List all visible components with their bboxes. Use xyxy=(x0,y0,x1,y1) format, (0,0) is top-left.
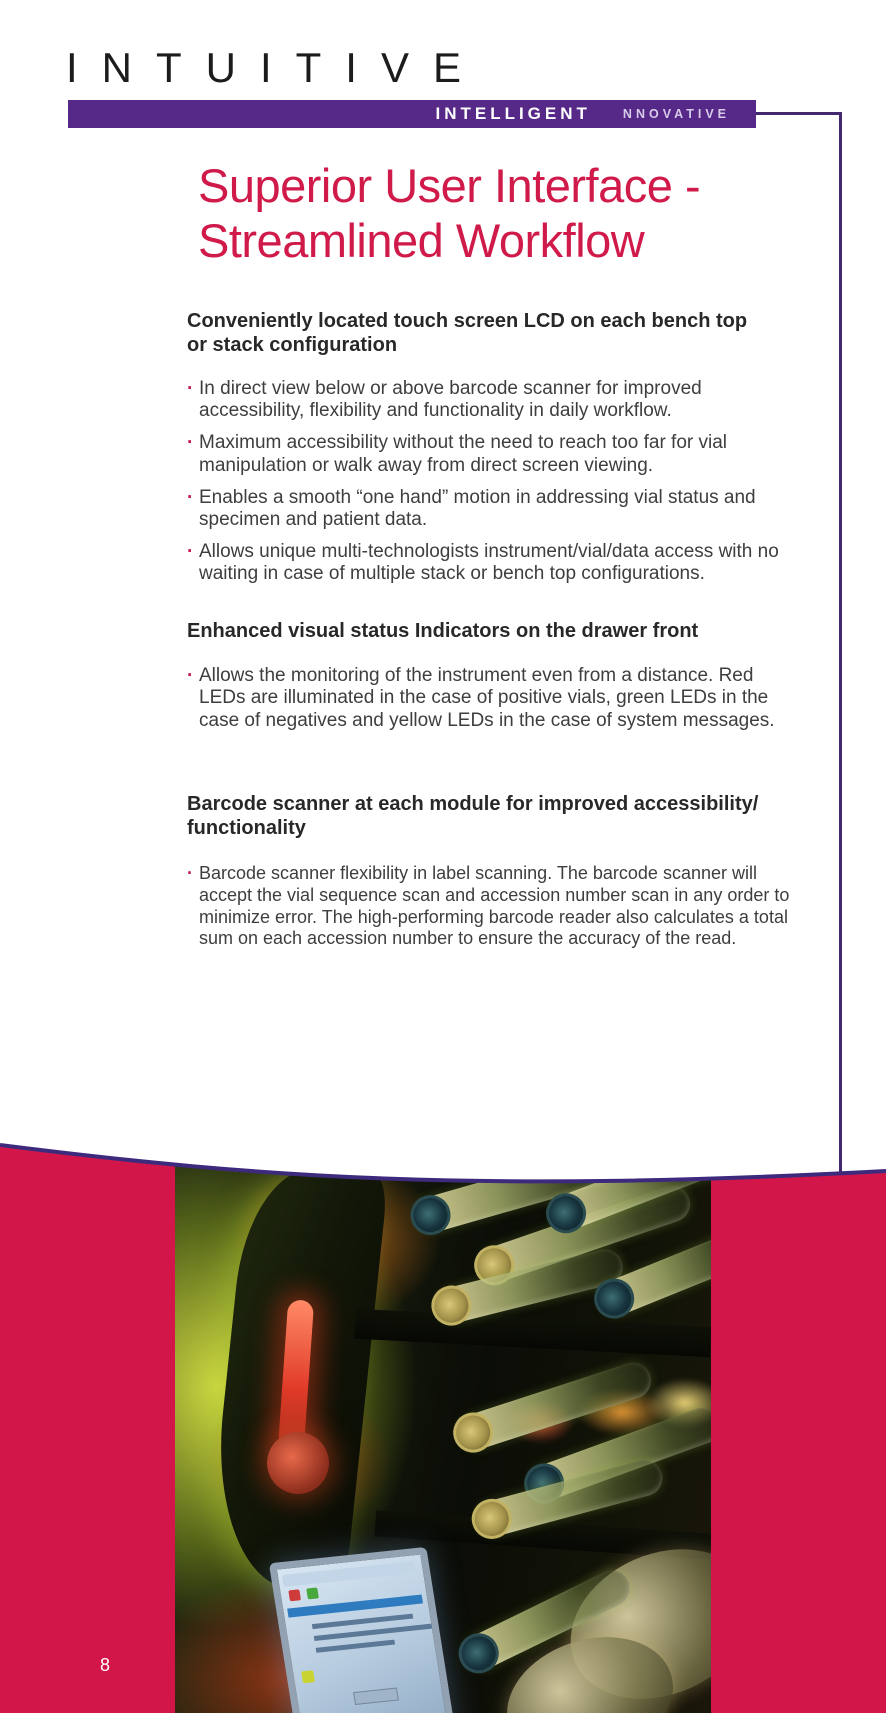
bullet-dot: · xyxy=(187,540,194,562)
connector-line-vertical xyxy=(839,112,842,1172)
bullet-dot: · xyxy=(187,665,194,686)
bullet-dot: · xyxy=(187,486,194,508)
bullet-list-barcode-scanner xyxy=(187,863,799,960)
banner-bar xyxy=(68,100,756,128)
bullet-text: Barcode scanner flexibility in label scanning. The barcode scanner will accept the vial sequence scan and accession number scan in any order to minimize error. The high-performing barcode reader also calculates a total sum on each accession number to ensure the accuracy of the read. xyxy=(199,863,790,949)
photo-screen-button xyxy=(353,1688,399,1705)
photo-screen-red-icon xyxy=(288,1589,301,1601)
list-item xyxy=(187,665,787,732)
banner-word-intelligent: INTELLIGENT xyxy=(435,104,591,123)
photo-touch-screen xyxy=(269,1547,455,1713)
section-heading-barcode-scanner: Barcode scanner at each module for improved accessibility/ functionality xyxy=(187,793,759,839)
photo-red-handle-hub xyxy=(267,1432,329,1494)
bullet-list-led-indicators xyxy=(187,665,787,742)
bullet-text: Allows unique multi-technologists instrument/vial/data access with no waiting in case of multiple stack or bench top configurations. xyxy=(199,540,779,585)
section-heading-touchscreen: Conveniently located touch screen LCD on each bench top or stack configuration xyxy=(187,310,748,356)
photo-screen-text-line xyxy=(316,1640,396,1653)
page-title xyxy=(198,158,818,268)
list-item xyxy=(187,863,799,950)
list-item xyxy=(187,541,787,586)
photo-rack-shelf xyxy=(354,1309,711,1358)
photo-vial-cap xyxy=(448,1407,498,1457)
brand-wordmark: INTUITIVE xyxy=(66,44,486,91)
bullet-text: Allows the monitoring of the instrument even from a distance. Red LEDs are illuminated in the case of positive vials, green LEDs in the case of negatives and yellow LEDs in the case of system messages. xyxy=(199,665,775,731)
list-item xyxy=(187,487,787,532)
list-item xyxy=(187,432,787,477)
bullet-dot: · xyxy=(187,863,193,883)
page-title-line1: Superior User Interface - xyxy=(198,159,701,212)
list-item xyxy=(187,378,787,423)
bullet-text: Maximum accessibility without the need to reach too far for vial manipulation or walk away from direct screen viewing. xyxy=(199,432,728,476)
page-number: 8 xyxy=(99,1655,110,1675)
banner-word-innovative: NNOVATIVE xyxy=(622,107,730,121)
bullet-list-touchscreen xyxy=(187,378,787,595)
curve-divider xyxy=(0,1118,886,1198)
section-heading-led-indicators: Enhanced visual status Indicators on the drawer front xyxy=(187,620,699,642)
connector-line-horizontal xyxy=(756,112,842,115)
bullet-dot: · xyxy=(187,432,194,454)
instrument-vials-photo xyxy=(175,1150,711,1713)
photo-vial-cap xyxy=(452,1627,505,1680)
bullet-text: In direct view below or above barcode scanner for improved accessibility, flexibility and functionality in daily workflow. xyxy=(199,378,702,422)
bullet-text: Enables a smooth “one hand” motion in addressing vial status and specimen and patient data. xyxy=(199,486,756,531)
photo-screen-green-icon xyxy=(306,1587,319,1599)
page-title-line2: Streamlined Workflow xyxy=(198,214,645,267)
photo-screen-toolbar xyxy=(282,1561,416,1587)
photo-screen-warning-icon xyxy=(301,1670,315,1683)
bullet-dot: · xyxy=(187,378,194,399)
